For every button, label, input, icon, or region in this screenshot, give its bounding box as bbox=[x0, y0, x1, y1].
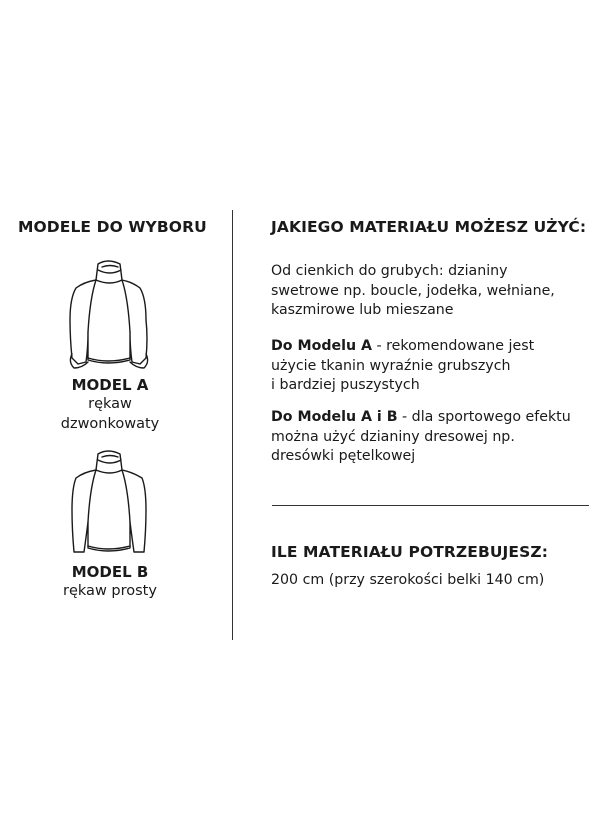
horizontal-divider bbox=[272, 505, 589, 506]
model-a-desc-line1: rękaw bbox=[88, 396, 132, 412]
materials-paragraph-1 bbox=[271, 262, 555, 321]
para3-line1 bbox=[271, 408, 571, 428]
vertical-divider bbox=[232, 210, 233, 640]
amount-heading: ILE MATERIAŁU POTRZEBUJESZ: bbox=[271, 543, 549, 561]
para3-line3: dresówki pętelkowej bbox=[271, 448, 416, 464]
models-heading: MODELE DO WYBORU bbox=[18, 218, 207, 236]
para2-line3: i bardziej puszystych bbox=[271, 377, 420, 393]
para2-line1-rest: - rekomendowane jest bbox=[372, 338, 535, 354]
materials-paragraph-2 bbox=[271, 337, 534, 396]
para2-line2: użycie tkanin wyraźnie grubszych bbox=[271, 357, 511, 374]
para1-line: swetrowe np. boucle, jodełka, wełniane, bbox=[271, 282, 555, 299]
para2-line1 bbox=[271, 337, 534, 357]
para1-line: kaszmirowe lub mieszane bbox=[271, 302, 454, 318]
materials-paragraph-3 bbox=[271, 408, 571, 467]
model-b-desc: rękaw prosty bbox=[63, 583, 157, 599]
materials-heading: JAKIEGO MATERIAŁU MOŻESZ UŻYĆ: bbox=[271, 218, 587, 236]
para3-bold: Do Modelu A i B bbox=[271, 409, 398, 425]
model-b-name: MODEL B bbox=[71, 563, 149, 581]
para2-bold: Do Modelu A bbox=[271, 338, 372, 354]
amount-text: 200 cm (przy szerokości belki 140 cm) bbox=[271, 572, 545, 588]
sweater-bell-sleeve-icon bbox=[58, 258, 158, 370]
sweater-straight-sleeve-icon bbox=[58, 448, 158, 558]
para3-line1-rest: - dla sportowego efektu bbox=[397, 409, 571, 425]
model-a-desc-line2: dzwonkowaty bbox=[60, 416, 160, 432]
model-a-name: MODEL A bbox=[71, 376, 149, 394]
para3-line2: można użyć dzianiny dresowej np. bbox=[271, 428, 515, 445]
para1-line: Od cienkich do grubych: dzianiny bbox=[271, 263, 508, 279]
